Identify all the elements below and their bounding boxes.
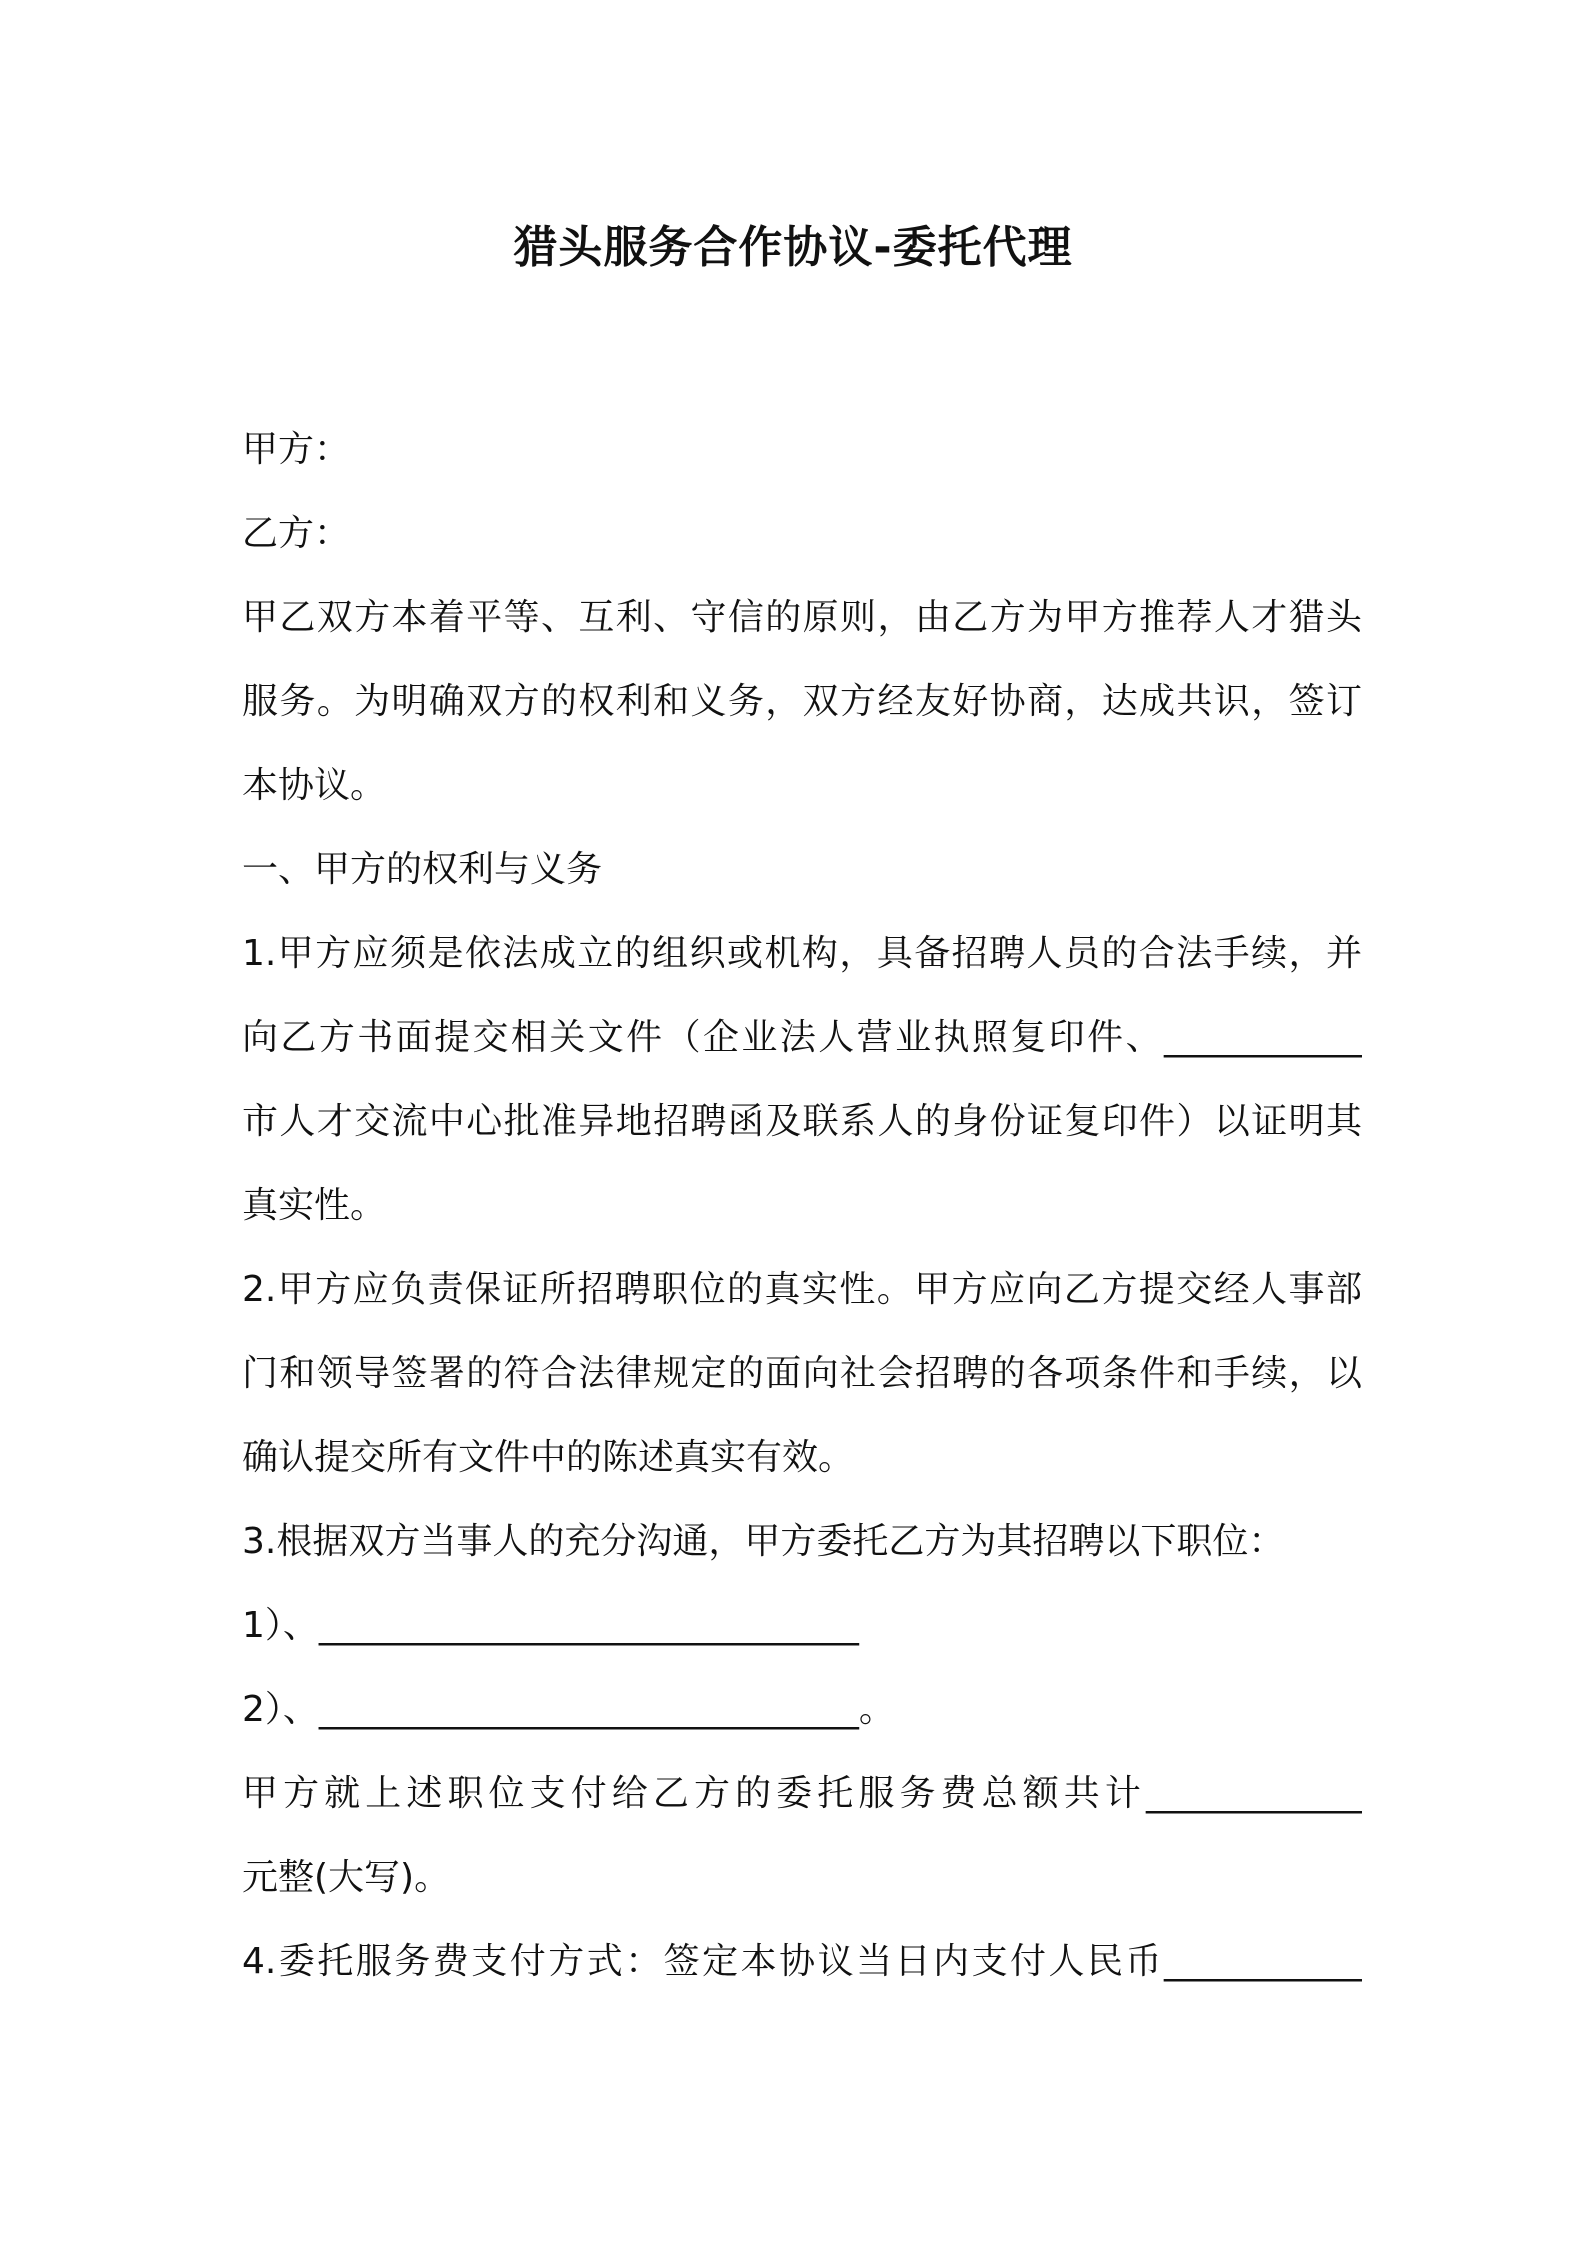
clause-2-line-1: 2.甲方应负责保证所招聘职位的真实性。甲方应向乙方提交经人事部 xyxy=(242,1269,1362,1310)
position-blank-1: 1）、______________________________ xyxy=(242,1605,859,1646)
clause-2-line-2: 门和领导签署的符合法律规定的面向社会招聘的各项条件和手续，以 xyxy=(242,1353,1362,1394)
clause-4-line-1: 4.委托服务费支付方式：签定本协议当日内支付人民币___________ xyxy=(242,1941,1362,1982)
fee-total-line: 甲方就上述职位支付给乙方的委托服务费总额共计____________ xyxy=(242,1773,1362,1814)
section-heading-1: 一、甲方的权利与义务 xyxy=(242,849,603,890)
party-b-line: 乙方： xyxy=(242,513,351,554)
document-body xyxy=(242,408,1362,2004)
clause-3-line-1: 3.根据双方当事人的充分沟通，甲方委托乙方为其招聘以下职位： xyxy=(242,1521,1285,1562)
fee-total-uppercase-line: 元整(大写)。 xyxy=(242,1857,451,1898)
clause-2-line-3: 确认提交所有文件中的陈述真实有效。 xyxy=(242,1437,855,1478)
preamble-line-3: 本协议。 xyxy=(242,765,387,806)
preamble-line-2: 服务。为明确双方的权利和义务，双方经友好协商，达成共识，签订 xyxy=(242,681,1362,722)
clause-1-line-3: 市人才交流中心批准异地招聘函及联系人的身份证复印件）以证明其 xyxy=(242,1101,1362,1142)
position-blank-2: 2）、______________________________。 xyxy=(242,1689,895,1730)
clause-1-line-1: 1.甲方应须是依法成立的组织或机构，具备招聘人员的合法手续，并 xyxy=(242,933,1362,974)
preamble-line-1: 甲乙双方本着平等、互利、守信的原则，由乙方为甲方推荐人才猎头 xyxy=(242,597,1362,638)
clause-1-line-4: 真实性。 xyxy=(242,1185,387,1226)
clause-1-line-2: 向乙方书面提交相关文件（企业法人营业执照复印件、___________ xyxy=(242,1017,1362,1058)
party-a-line: 甲方： xyxy=(242,429,351,470)
document-title: 猎头服务合作协议-委托代理 xyxy=(513,222,1073,273)
